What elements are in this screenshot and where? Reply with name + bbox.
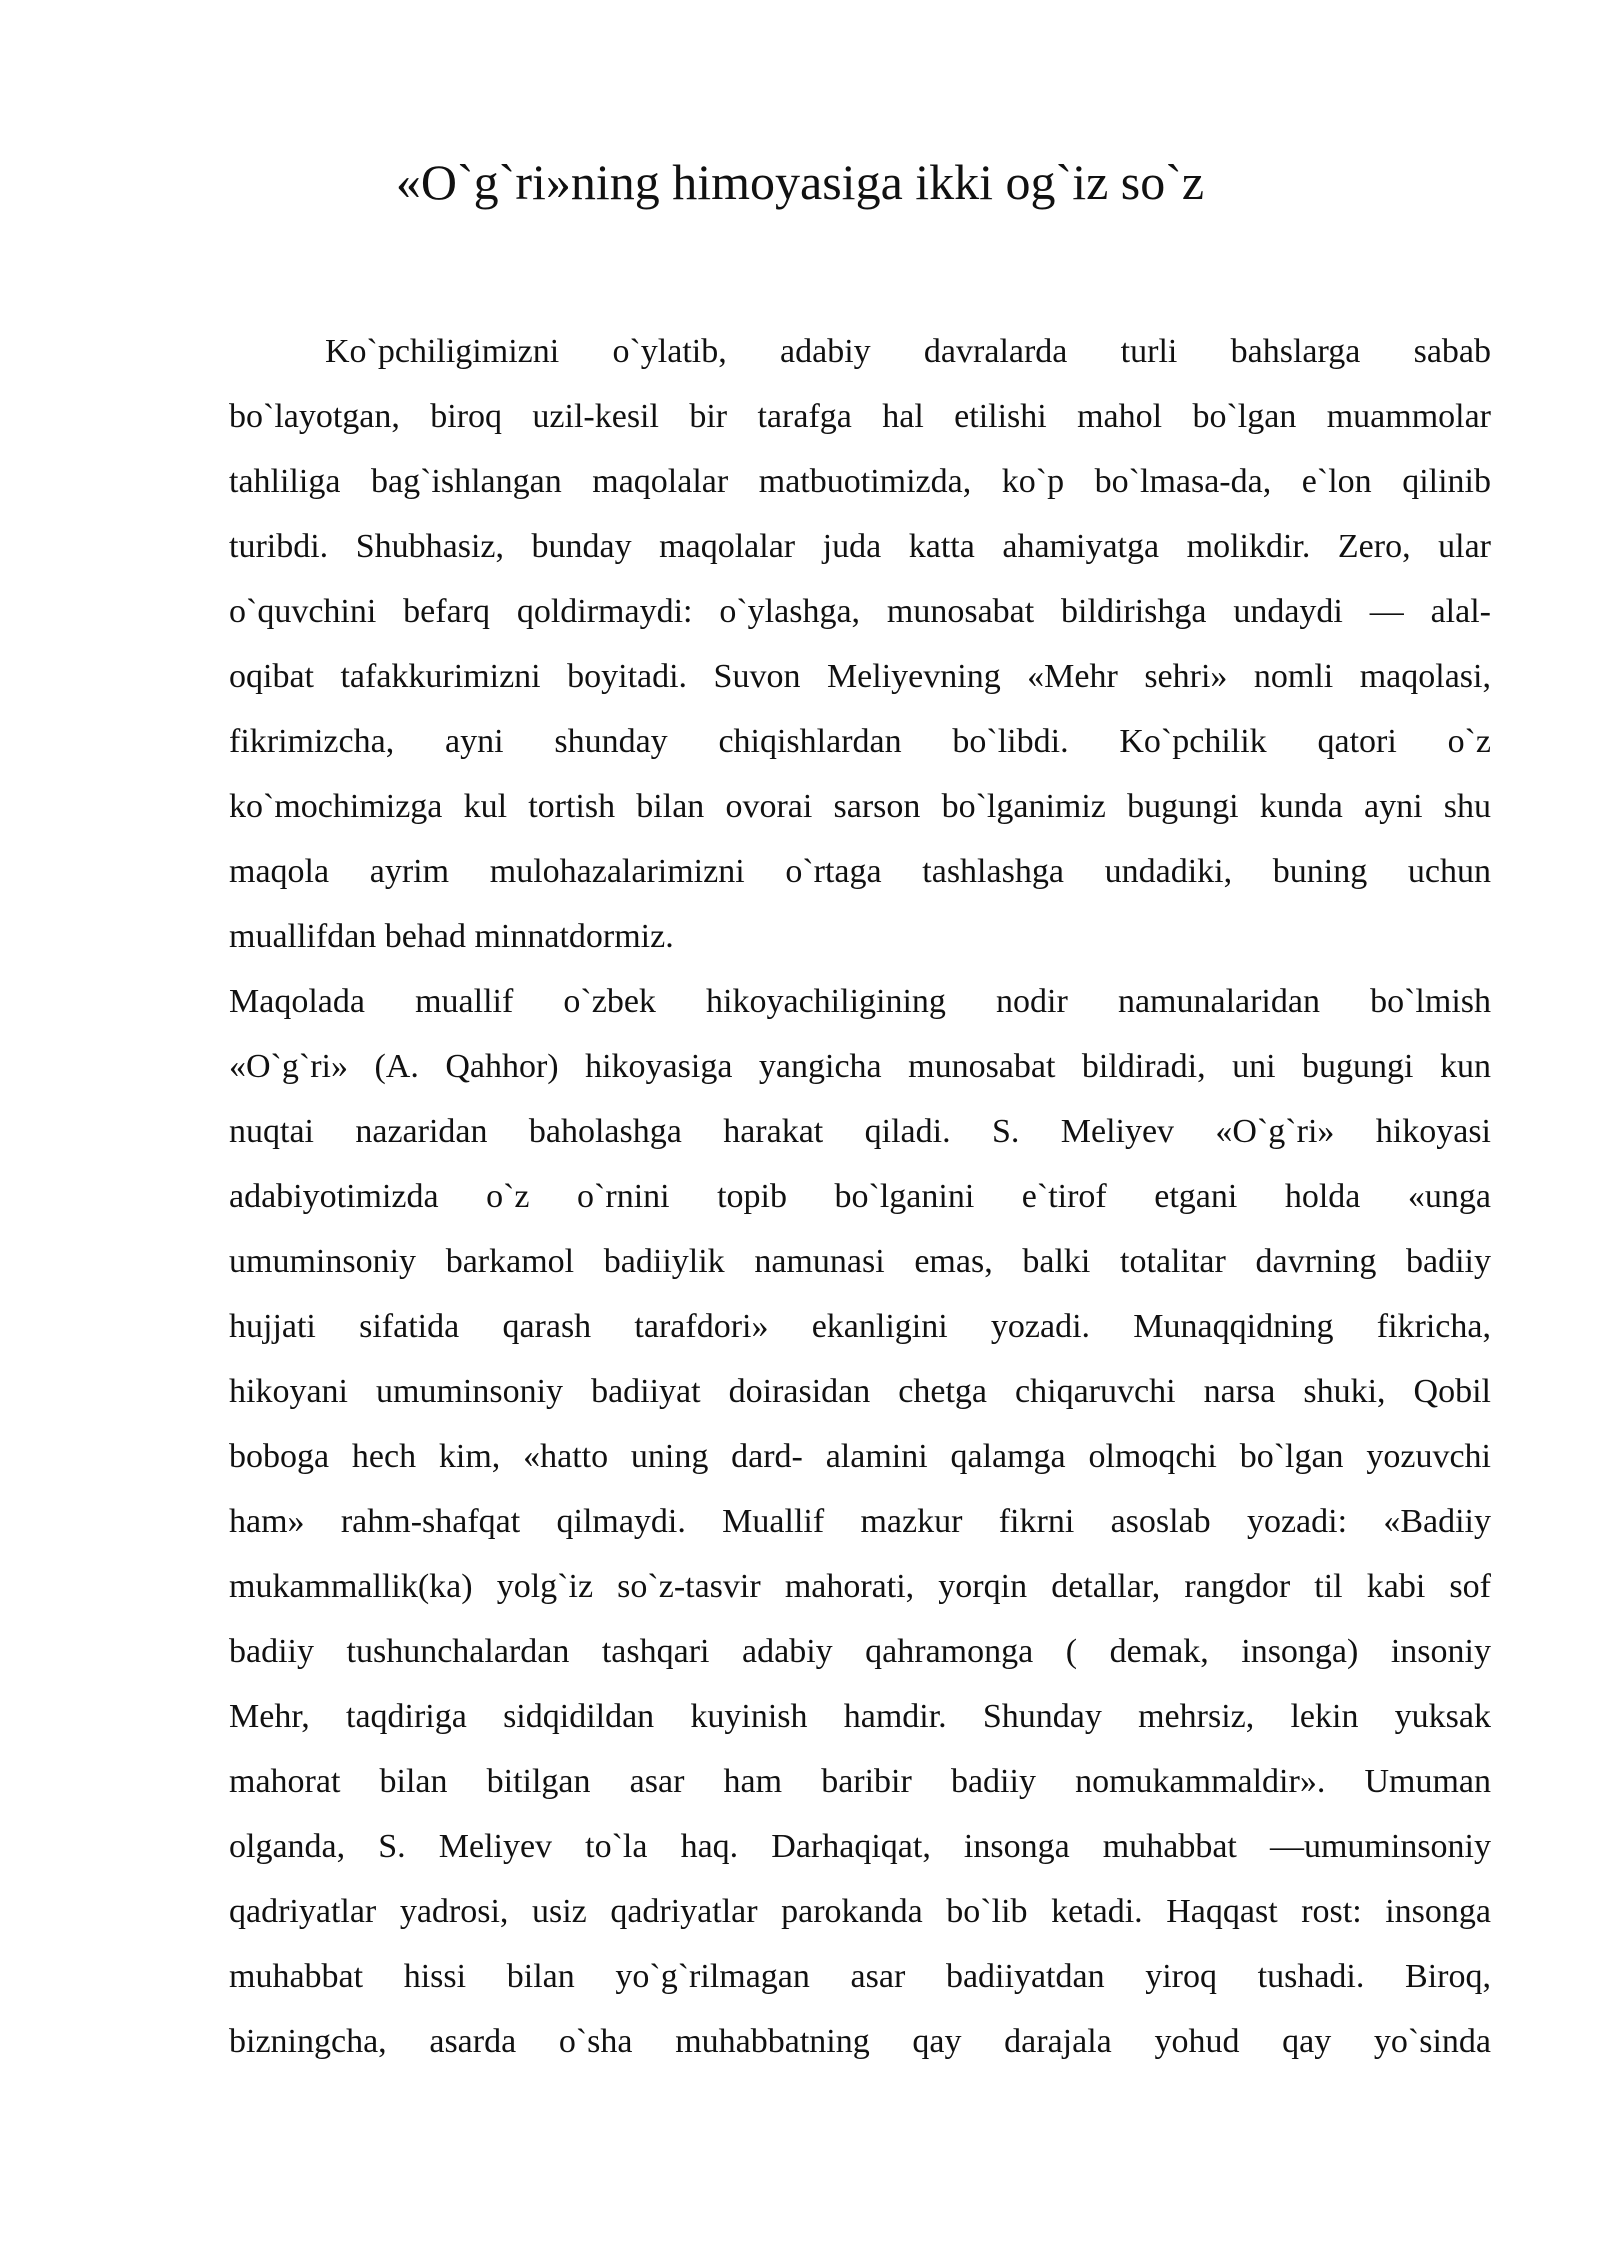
- document-body: [229, 327, 1491, 2082]
- text-line: olganda, S. Meliyev to`la haq. Darhaqiqat, insonga muhabbat —umuminsoniy: [229, 1828, 1491, 1865]
- text-line: mahorat bilan bitilgan asar ham baribir badiiy nomukammaldir». Umuman: [229, 1763, 1491, 1800]
- text-line: badiiy tushunchalardan tashqari adabiy qahramonga ( demak, insonga) insoniy: [229, 1633, 1491, 1670]
- text-line: oqibat tafakkurimizni boyitadi. Suvon Meliyevning «Mehr sehri» nomli maqolasi,: [229, 658, 1491, 695]
- text-line: nuqtai nazaridan baholashga harakat qiladi. S. Meliyev «O`g`ri» hikoyasi: [229, 1113, 1491, 1150]
- text-line: qadriyatlar yadrosi, usiz qadriyatlar parokanda bo`lib ketadi. Haqqast rost: insonga: [229, 1893, 1491, 1930]
- text-line: «O`g`ri» (A. Qahhor) hikoyasiga yangicha munosabat bildiradi, uni bugungi kun: [229, 1048, 1491, 1085]
- text-line: mukammallik(ka) yolg`iz so`z-tasvir mahorati, yorqin detallar, rangdor til kabi sof: [229, 1568, 1491, 1605]
- document-title: «O`g`ri»ning himoyasiga ikki og`iz so`z: [395, 154, 1205, 210]
- text-line: hujjati sifatida qarash tarafdori» ekanligini yozadi. Munaqqidning fikricha,: [229, 1308, 1491, 1345]
- text-line: maqola ayrim mulohazalarimizni o`rtaga tashlashga undadiki, buning uchun: [229, 853, 1491, 890]
- text-line: Mehr, taqdiriga sidqidildan kuyinish hamdir. Shunday mehrsiz, lekin yuksak: [229, 1698, 1491, 1735]
- text-line: bo`layotgan, biroq uzil-kesil bir tarafga hal etilishi mahol bo`lgan muammolar: [229, 398, 1491, 435]
- text-line: turibdi. Shubhasiz, bunday maqolalar juda katta ahamiyatga molikdir. Zero, ular: [229, 528, 1491, 565]
- text-line: muhabbat hissi bilan yo`g`rilmagan asar badiiyatdan yiroq tushadi. Biroq,: [229, 1958, 1491, 1995]
- text-line: Maqolada muallif o`zbek hikoyachiligining nodir namunalaridan bo`lmish: [229, 983, 1491, 1020]
- paragraph-1: [229, 327, 1491, 977]
- text-line: bizningcha, asarda o`sha muhabbatning qay darajala yohud qay yo`sinda: [229, 2023, 1491, 2060]
- text-line: ko`mochimizga kul tortish bilan ovorai sarson bo`lganimiz bugungi kunda ayni shu: [229, 788, 1491, 825]
- text-line: o`quvchini befarq qoldirmaydi: o`ylashga, munosabat bildirishga undaydi — alal-: [229, 593, 1491, 630]
- text-line: muallifdan behad minnatdormiz.: [229, 918, 674, 955]
- paragraph-2: [229, 977, 1491, 2082]
- text-line: Ko`pchiligimizni o`ylatib, adabiy davralarda turli bahslarga sabab: [325, 333, 1491, 370]
- text-line: adabiyotimizda o`z o`rnini topib bo`lganini e`tirof etgani holda «unga: [229, 1178, 1491, 1215]
- text-line: umuminsoniy barkamol badiiylik namunasi emas, balki totalitar davrning badiiy: [229, 1243, 1491, 1280]
- text-line: ham» rahm-shafqat qilmaydi. Muallif mazkur fikrni asoslab yozadi: «Badiiy: [229, 1503, 1491, 1540]
- text-line: hikoyani umuminsoniy badiiyat doirasidan chetga chiqaruvchi narsa shuki, Qobil: [229, 1373, 1491, 1410]
- text-line: boboga hech kim, «hatto uning dard- alamini qalamga olmoqchi bo`lgan yozuvchi: [229, 1438, 1491, 1475]
- text-line: fikrimizcha, ayni shunday chiqishlardan bo`libdi. Ko`pchilik qatori o`z: [229, 723, 1491, 760]
- text-line: tahliliga bag`ishlangan maqolalar matbuotimizda, ko`p bo`lmasa-da, e`lon qilinib: [229, 463, 1491, 500]
